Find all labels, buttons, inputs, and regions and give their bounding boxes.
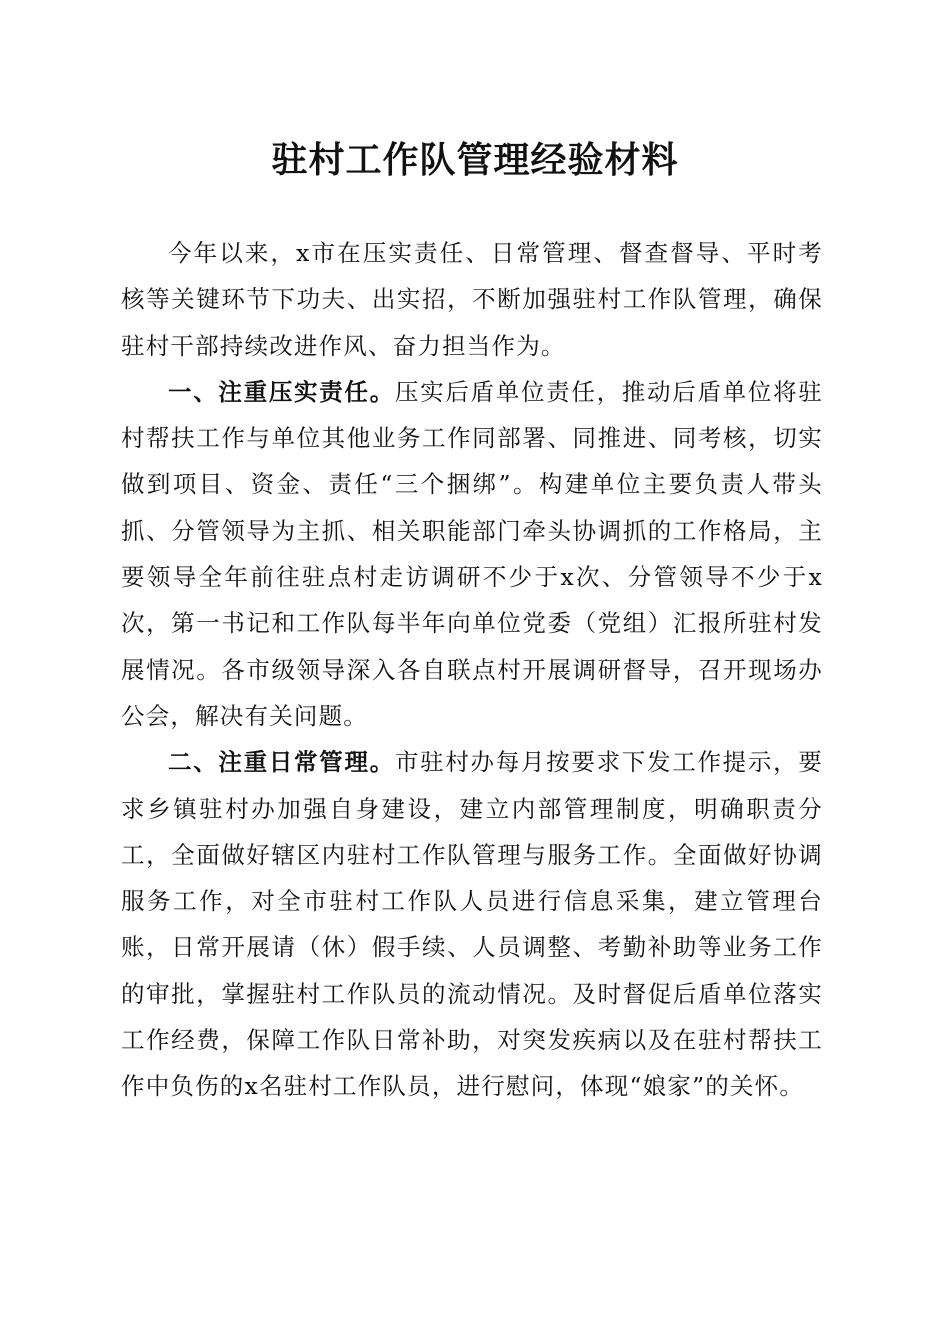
intro-paragraph: 今年以来，x市在压实责任、日常管理、督查督导、平时考核等关键环节下功夫、出实招，不断加强驻村工作队管理，确保驻村干部持续改进作风、奋力担当作为。 (121, 239, 823, 360)
document-title: 驻村工作队管理经验材料 (271, 139, 679, 181)
section-heading-1: 一、注重压实责任。 (168, 377, 395, 406)
section-paragraph-2 (121, 739, 823, 1109)
section-text-1: 压实后盾单位责任，推动后盾单位将驻村帮扶工作与单位其他业务工作同部署、同推进、同考核，切实做到项目、资金、责任“三个捆绑”。构建单位主要负责人带头抓、分管领导为主抓、相关职能部门牵头协调抓的工作格局，主要领导全年前往驻点村走访调研不少于x次、分管领导不少于x次，第一书记和工作队每半年向单位党委（党组）汇报所驻村发展情况。各市级领导深入各自联点村开展调研督导，召开现场办公会，解决有关问题。 (121, 377, 823, 730)
section-paragraph-1 (121, 369, 823, 739)
document-body (121, 230, 823, 1110)
section-heading-2: 二、注重日常管理。 (168, 748, 395, 777)
section-text-2: 市驻村办每月按要求下发工作提示，要求乡镇驻村办加强自身建设，建立内部管理制度，明确职责分工，全面做好辖区内驻村工作队管理与服务工作。全面做好协调服务工作，对全市驻村工作队人员进行信息采集，建立管理台账，日常开展请（休）假手续、人员调整、考勤补助等业务工作的审批，掌握驻村工作队员的流动情况。及时督促后盾单位落实工作经费，保障工作队日常补助，对突发疾病以及在驻村帮扶工作中负伤的x名驻村工作队员，进行慰问，体现“娘家”的关怀。 (121, 748, 823, 1101)
